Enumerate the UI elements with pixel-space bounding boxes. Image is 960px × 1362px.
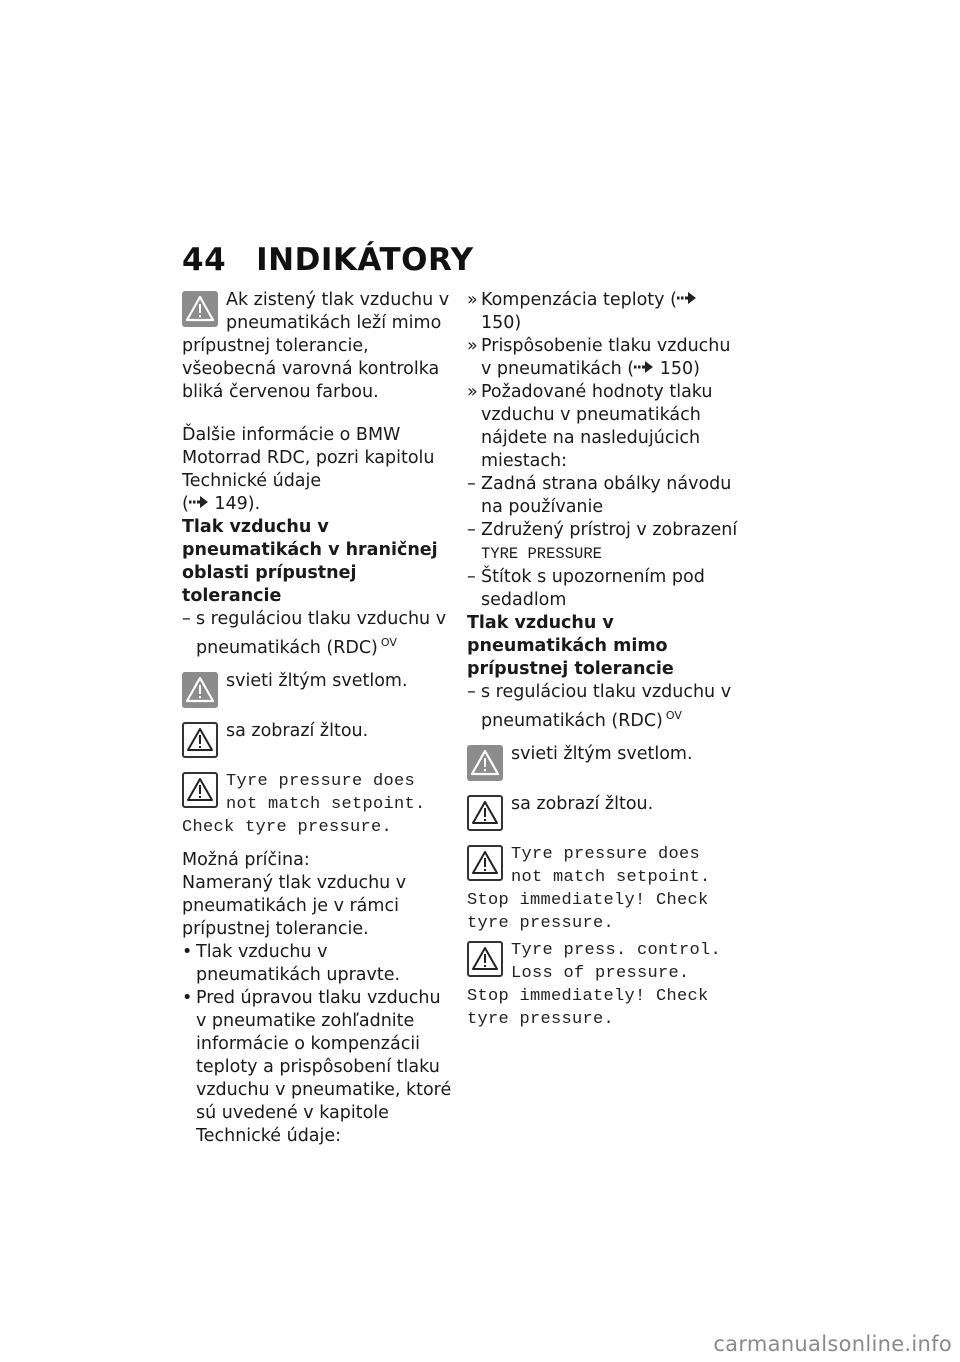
ov-badge: OV [380, 636, 397, 649]
page-title [182, 242, 474, 278]
page-number: 44 [182, 242, 227, 278]
list-item: – s reguláciou tlaku vzduchu v pneumatikách (RDC) $^{OV}$ [182, 609, 447, 658]
yellow-display-block [182, 720, 454, 760]
further-info-page-ref: 149). [214, 494, 261, 514]
heading-limit-tolerance: Tlak vzduchu v pneumatikách v hraničnej oblasti prípustnej tolerancie [182, 517, 438, 606]
display-message-block [467, 939, 742, 1031]
page-ref-arrow-icon [677, 292, 697, 304]
list-item: • Pred úpravou tlaku vzduchu v pneumatike zohľadnite informácie o kompenzácii teploty a prispôsobení tlaku vzduchu v pneumatike, ktoré sú uvedené v kapitole Technické údaje: [182, 987, 452, 1146]
warning-intro-text: Ak zistený tlak vzduchu v pneumatikách leží mimo prípustnej tolerancie, všeobecná varovná kontrolka bliká červenou farbou. [182, 290, 450, 402]
yellow-display-text: sa zobrazí žltou. [511, 793, 654, 814]
warning-triangle-icon [467, 845, 503, 881]
list-item: – Štítok s upozornením pod sedadlom [467, 567, 705, 610]
page-ref-arrow-icon [189, 496, 209, 508]
yellow-display-block [467, 793, 742, 833]
cause-text: Nameraný tlak vzduchu v pneumatikách je v rámci prípustnej tolerancie. [182, 872, 407, 939]
right-column [467, 289, 742, 1031]
general-warning-block [182, 289, 454, 404]
general-warning-light-icon [182, 672, 218, 708]
general-warning-light-icon [182, 291, 218, 327]
list-item: – Združený prístroj v zobrazení TYRE PRESSURE [467, 520, 738, 563]
yellow-light-block [467, 743, 742, 783]
yellow-light-text: svieti žltým svetlom. [226, 670, 408, 691]
action-bullet-list [182, 941, 454, 1148]
chapter-title: INDIKÁTORY [256, 242, 474, 278]
page-ref-arrow-icon [634, 361, 654, 373]
rdc-condition-list [182, 608, 454, 660]
display-message-text: Tyre pressure does not match setpoint. Check tyre pressure. [182, 771, 426, 837]
list-item: » Požadované hodnoty tlaku vzduchu v pneumatikách nájdete na nasledujúcich miestach: [467, 382, 713, 471]
display-message-block [467, 843, 742, 935]
cause-label: Možná príčina: [182, 849, 310, 870]
list-item: • Tlak vzduchu v pneumatikách upravte. [182, 941, 401, 985]
warning-triangle-icon [467, 941, 503, 977]
yellow-display-text: sa zobrazí žltou. [226, 720, 369, 741]
ov-badge: OV [665, 709, 682, 722]
yellow-light-text: svieti žltým svetlom. [511, 743, 693, 764]
display-message-text: Tyre press. control. Loss of pressure. Stop immediately! Check tyre pressure. [467, 940, 722, 1029]
rdc-condition-list [467, 681, 742, 733]
list-item: » Kompenzácia teploty ( 150) [467, 289, 742, 335]
yellow-light-block [182, 670, 454, 710]
further-info-text: Ďalšie informácie o BMW Motorrad RDC, pozri kapitolu Technické údaje ( 149). [182, 425, 435, 514]
display-message-block [182, 770, 454, 839]
location-list [467, 473, 742, 612]
list-item: – Zadná strana obálky návodu na používanie [467, 474, 732, 517]
display-message-text: Tyre pressure does not match setpoint. Stop immediately! Check tyre pressure. [467, 844, 711, 933]
warning-triangle-icon [182, 722, 218, 758]
tyre-pressure-menu-label: TYRE PRESSURE [481, 545, 602, 563]
source-watermark: carmanualsonline.info [713, 1332, 952, 1356]
heading-outside-tolerance: Tlak vzduchu v pneumatikách mimo prípustnej tolerancie [467, 613, 674, 679]
warning-triangle-icon [182, 772, 218, 808]
general-warning-light-icon [467, 745, 503, 781]
reference-list [467, 289, 742, 473]
list-item: » Prispôsobenie tlaku vzduchu v pneumatikách ( 150) [467, 336, 731, 379]
warning-triangle-icon [467, 795, 503, 831]
left-column [182, 289, 454, 1148]
list-item: – s reguláciou tlaku vzduchu v pneumatikách (RDC) $^{OV}$ [467, 682, 732, 731]
